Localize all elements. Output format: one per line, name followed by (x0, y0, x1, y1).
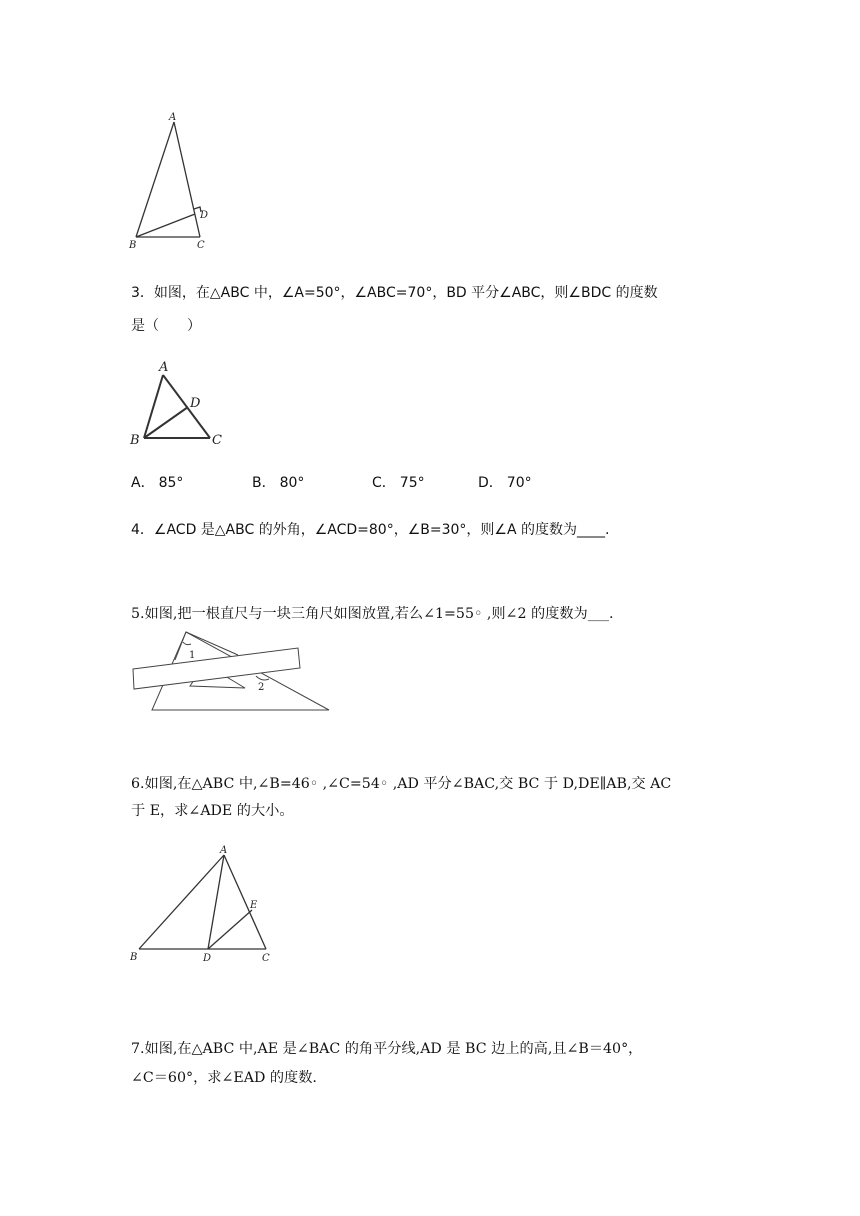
q3-text-line1: 3．如图，在△ABC 中，∠A=50°，∠ABC=70°，BD 平分∠ABC，则∠BDC 的度数 (131, 285, 658, 301)
q6-figure-svg (124, 840, 284, 970)
figure-1-svg (120, 108, 230, 258)
q3-option-d-letter: D． (478, 475, 503, 491)
q5-figure-svg (128, 628, 338, 716)
q7-text-line2: ∠C＝60°，求∠EAD 的度数. (131, 1070, 317, 1086)
q6-figure-triangle (124, 840, 284, 970)
fig1-label-d: D (200, 210, 209, 221)
q3-text-line2: 是（ ） (131, 318, 201, 334)
q3-label-a: A (159, 360, 169, 375)
q3-option-a-value: 85° (158, 475, 184, 491)
q7-text-line1: 7.如图,在△ABC 中,AE 是∠BAC 的角平分线,AD 是 BC 边上的高,且∠B＝40°， (131, 1041, 643, 1057)
q6-label-e: E (250, 900, 258, 911)
q6-label-d: D (203, 953, 212, 964)
q6-label-a: A (220, 845, 228, 856)
q5-label-angle-2: 2 (258, 682, 265, 693)
q5-figure-ruler-triangle (128, 628, 338, 716)
fig1-label-b: B (129, 240, 137, 251)
q3-option-d (478, 472, 532, 492)
q5-text: 5.如图,把一根直尺与一块三角尺如图放置,若么∠1=55◦ ,则∠2 的度数为___. (131, 606, 614, 622)
q4-text: 4．∠ACD 是△ABC 的外角，∠ACD=80°，∠B=30°，则∠A 的度数为____. (131, 522, 610, 538)
q3-option-d-value: 70° (506, 475, 532, 491)
q3-label-c: C (212, 433, 222, 448)
q3-option-b-letter: B． (252, 475, 276, 491)
q3-figure-triangle (126, 358, 236, 450)
q3-option-c-value: 75° (399, 475, 425, 491)
q3-option-a (131, 472, 183, 492)
fig1-label-c: C (197, 240, 205, 251)
figure-1-triangle-abc (120, 108, 230, 258)
q3-option-b (252, 472, 304, 492)
q5-label-angle-1: 1 (189, 650, 196, 661)
q3-label-b: B (130, 433, 140, 448)
q3-option-c (372, 472, 425, 492)
q6-text-line2: 于 E，求∠ADE 的大小。 (131, 803, 294, 819)
q6-text-line1: 6.如图,在△ABC 中,∠B=46◦ ,∠C=54◦ ,AD 平分∠BAC,交 BC 于 D,DE∥AB,交 AC (131, 776, 672, 792)
q3-option-c-letter: C． (372, 475, 396, 491)
q3-figure-svg (126, 358, 236, 450)
q3-option-a-letter: A． (131, 475, 155, 491)
q3-label-d: D (190, 396, 201, 411)
q6-label-c: C (262, 953, 270, 964)
q6-label-b: B (130, 952, 138, 963)
fig1-label-a: A (169, 112, 177, 123)
q3-option-b-value: 80° (279, 475, 305, 491)
